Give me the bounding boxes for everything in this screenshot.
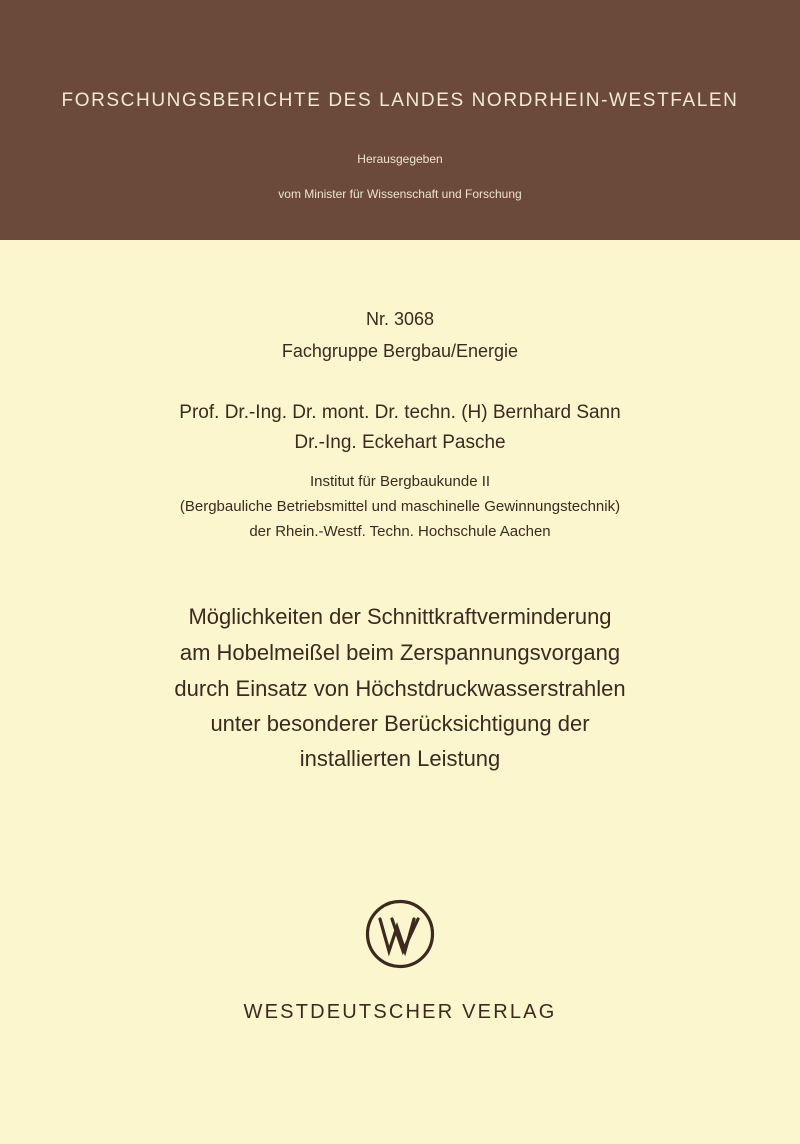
header-band — [0, 0, 800, 240]
title-line-3: durch Einsatz von Höchstdruckwasserstrahlen — [174, 676, 626, 701]
editor: vom Minister für Wissenschaft und Forschung — [278, 187, 522, 201]
title-line-1: Möglichkeiten der Schnittkraftverminderung — [188, 604, 612, 629]
title-line-2: am Hobelmeißel beim Zerspannungsvorgang — [179, 640, 621, 665]
series-title: FORSCHUNGSBERICHTE DES LANDES NORDRHEIN-WESTFALEN — [61, 90, 739, 111]
institute-line-2: (Bergbauliche Betriebsmittel und maschinelle Gewinnungstechnik) — [179, 498, 621, 515]
title-line-4: unter besonderer Berücksichtigung der — [210, 711, 590, 736]
wv-monogram-icon — [365, 899, 435, 969]
author-1: Prof. Dr.-Ing. Dr. mont. Dr. techn. (H) Bernhard Sann — [179, 402, 621, 423]
institute-line-3: der Rhein.-Westf. Techn. Hochschule Aachen — [249, 523, 551, 540]
subject-group: Fachgruppe Bergbau/Energie — [281, 341, 519, 361]
author-2: Dr.-Ing. Eckehart Pasche — [294, 432, 506, 453]
institute-line-1: Institut für Bergbaukunde II — [309, 473, 491, 490]
editor-label: Herausgegeben — [357, 152, 443, 166]
report-number: Nr. 3068 — [365, 309, 435, 329]
title-line-5: installierten Leistung — [299, 746, 501, 771]
publisher: WESTDEUTSCHER VERLAG — [243, 1001, 557, 1023]
